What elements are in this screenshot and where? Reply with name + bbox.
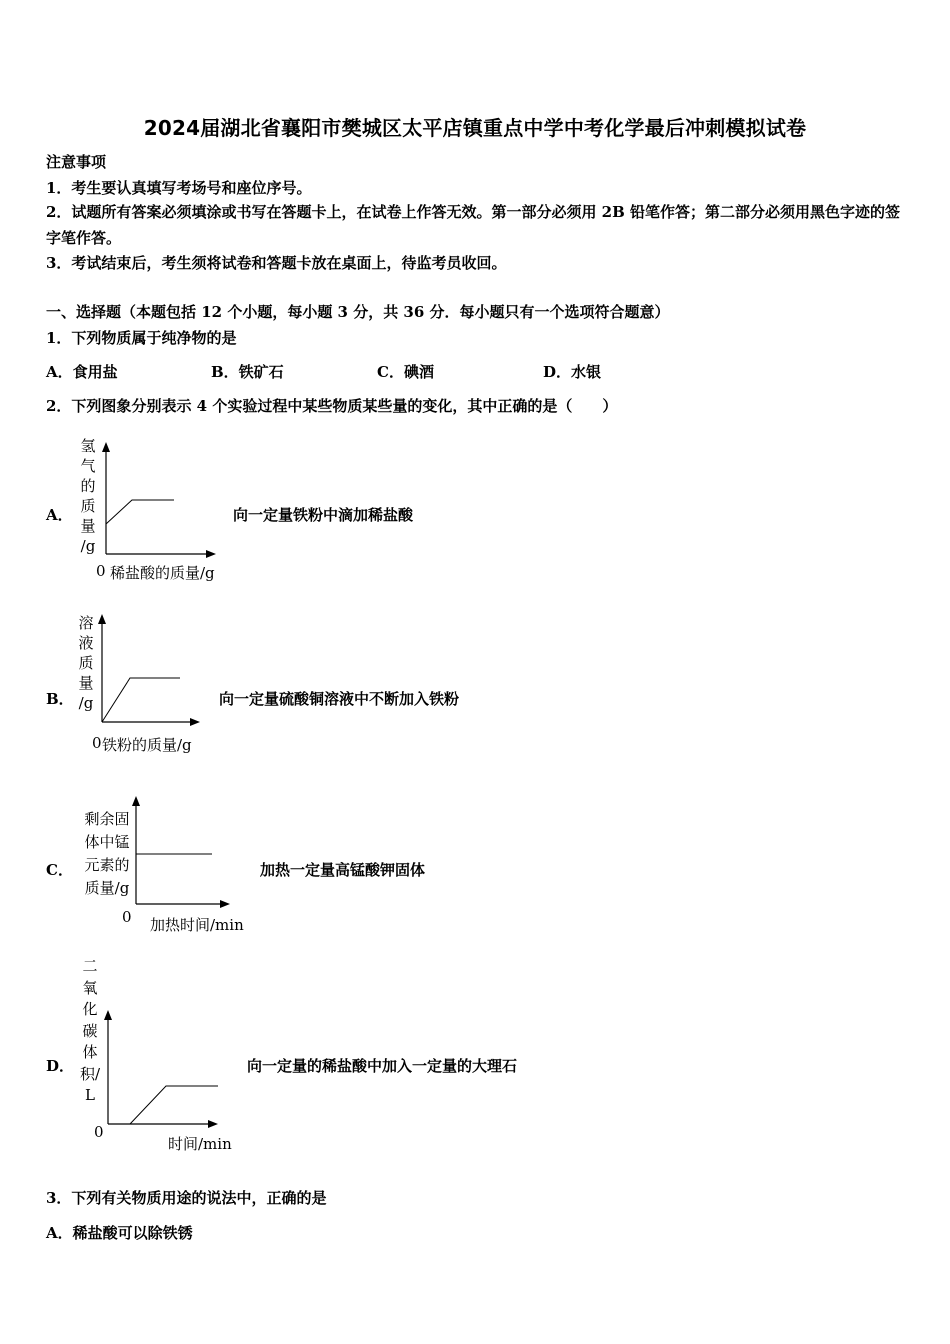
graph-d-origin: 0	[94, 1123, 104, 1141]
graph-c-axes	[128, 794, 238, 912]
q2-option-b: B．	[46, 690, 74, 708]
graph-c-xlabel: 加热时间/min	[150, 916, 244, 934]
graph-b-axes	[90, 612, 210, 730]
graph-d-description: 向一定量的稀盐酸中加入一定量的大理石	[247, 1057, 518, 1075]
notice-item-3: 3．考试结束后，考生须将试卷和答题卡放在桌面上，待监考员收回。	[46, 254, 507, 272]
question-3-stem: 3．下列有关物质用途的说法中，正确的是	[46, 1189, 327, 1207]
graph-b-xlabel: 铁粉的质量/g	[102, 736, 192, 754]
graph-a-description: 向一定量铁粉中滴加稀盐酸	[233, 506, 414, 524]
q1-option-b: B．铁矿石	[211, 363, 284, 381]
graph-d-axes	[98, 1008, 226, 1128]
q2-option-d: D．	[46, 1057, 75, 1075]
notice-item-2: 2．试题所有答案必须填涂或书写在答题卡上，在试卷上作答无效。第一部分必须用 2B 铅笔作答；第二部分必须用黑色字迹的签字笔作答。	[46, 203, 901, 247]
q2-option-a: A．	[46, 506, 73, 524]
section-heading: 一、选择题（本题包括 12 个小题，每小题 3 分，共 36 分．每小题只有一个选项符合题意）	[46, 303, 670, 321]
q3-option-a: A．稀盐酸可以除铁锈	[46, 1224, 193, 1242]
graph-c-description: 加热一定量高锰酸钾固体	[260, 861, 426, 879]
graph-b-origin: 0	[92, 734, 102, 752]
notice-item-1: 1．考生要认真填写考场号和座位序号。	[46, 179, 312, 197]
question-2-stem: 2．下列图象分别表示 4 个实验过程中某些物质某些量的变化，其中正确的是（ ）	[46, 397, 618, 415]
graph-a-xlabel: 稀盐酸的质量/g	[110, 564, 215, 582]
graph-d-xlabel: 时间/min	[168, 1135, 232, 1153]
graph-b-ylabel: 溶 液 质 量 /g	[78, 614, 94, 712]
graph-a-axes	[96, 440, 226, 562]
graph-a-ylabel: 氢 气 的 质 量 /g	[80, 437, 96, 555]
graph-c-ylabel: 剩余固 体中锰 元素的 质量/g	[84, 810, 130, 897]
q1-option-c: C．碘酒	[377, 363, 434, 381]
graph-b-description: 向一定量硫酸铜溶液中不断加入铁粉	[219, 690, 460, 708]
page-title: 2024届湖北省襄阳市樊城区太平店镇重点中学中考化学最后冲刺模拟试卷	[143, 116, 807, 140]
q1-option-d: D．水银	[543, 363, 602, 381]
q1-option-a: A．食用盐	[46, 363, 118, 381]
graph-c-origin: 0	[122, 908, 132, 926]
graph-a-origin: 0	[96, 562, 106, 580]
question-1-stem: 1．下列物质属于纯净物的是	[46, 329, 237, 347]
q2-option-c: C．	[46, 861, 73, 879]
graph-d-ylabel: 二 氧 化 碳 体 积/ L	[79, 957, 101, 1104]
notice-heading: 注意事项	[46, 153, 107, 171]
